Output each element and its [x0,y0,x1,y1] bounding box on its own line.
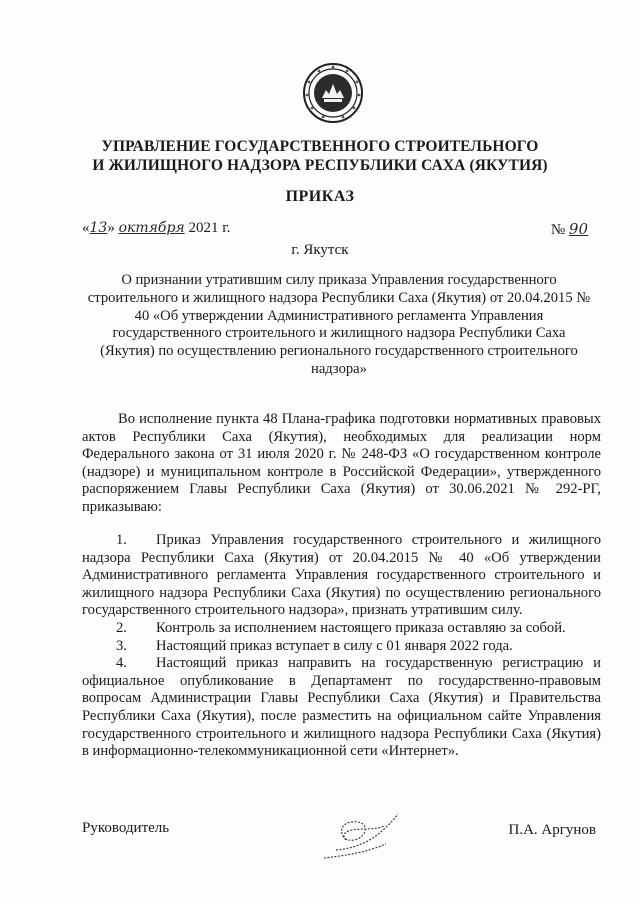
item-number: 3. [116,637,127,654]
date-open-quote: « [82,220,90,236]
handwritten-signature-icon [306,800,406,864]
coat-of-arms-emblem-icon [302,62,364,124]
signatory-name: П.А. Аргунов [508,822,596,838]
organization-header [40,137,600,175]
item-number: 4. [116,655,127,672]
document-date [82,220,230,237]
number-prefix: № [550,222,566,238]
item-number: 1. [116,532,127,548]
preamble-paragraph: Во исполнение пункта 48 Плана-графика подготовки нормативных правовых актов Республики Саха (Якутия), необходимых для реализации норм Федерального закона от 31 июля 2020 г. № 248-ФЗ «О государственном контроле (надзоре) и муниципальном контроле в Российской Федерации», утвержденного распоряжением Главы Республики Саха (Якутия) от 30.06.2021 № 292-РГ, приказываю: [82,411,601,515]
date-year: 2021 г. [188,220,231,236]
item-text: Приказ Управления государственного строительного и жилищного надзора Республики Саха (Якутия) от 20.04.2015 № 40 «Об утверждении Административного регламента Управления государственного строительного и жилищного надзора Республики Саха (Якутия) по осуществлению регионального государственного строительного надзора», признать утратившим силу. [82,532,601,619]
date-day: 13 [89,220,108,236]
order-item [82,655,601,761]
header-line-2: И ЖИЛИЩНОГО НАДЗОРА РЕСПУБЛИКИ САХА (ЯКУТИЯ) [92,157,548,174]
item-text: Контроль за исполнением настоящего приказа оставляю за собой. [156,619,566,636]
order-item [82,638,601,656]
item-text: Настоящий приказ вступает в силу с 01 января 2022 года. [156,637,513,654]
document-subject: О признании утратившим силу приказа Управления государственного строительного и жилищного надзора Республики Саха (Якутия) от 20.04.2015 № 40 «Об утверждении Административного регламента Управления государственного строительного и жилищного надзора Республики Саха (Якутия) по осуществлению регионального государственного строительного надзора» [87,272,591,377]
order-items [82,532,601,761]
order-item [82,532,601,620]
item-number: 2. [116,619,127,636]
number-value: 90 [568,220,588,238]
date-month: октября [118,220,185,236]
order-item [82,620,601,638]
header-line-1: УПРАВЛЕНИЕ ГОСУДАРСТВЕННОГО СТРОИТЕЛЬНОГО [101,138,539,155]
date-close-quote: » [107,220,115,236]
document-number [551,220,588,239]
item-text: Настоящий приказ направить на государственную регистрацию и официальное опубликование в Департамент по государственно-правовым вопросам Администрации Главы Республики Саха (Якутия) и Правительства Республики Саха (Якутия), после разместить на официальном сайте Управления государственного строительного и жилищного надзора Республики Саха (Якутия) в информационно-телекоммуникационной сети «Интернет». [82,655,601,760]
document-city: г. Якутск [291,242,349,258]
signatory-role: Руководитель [82,820,170,836]
document-type-title: ПРИКАЗ [285,188,355,205]
